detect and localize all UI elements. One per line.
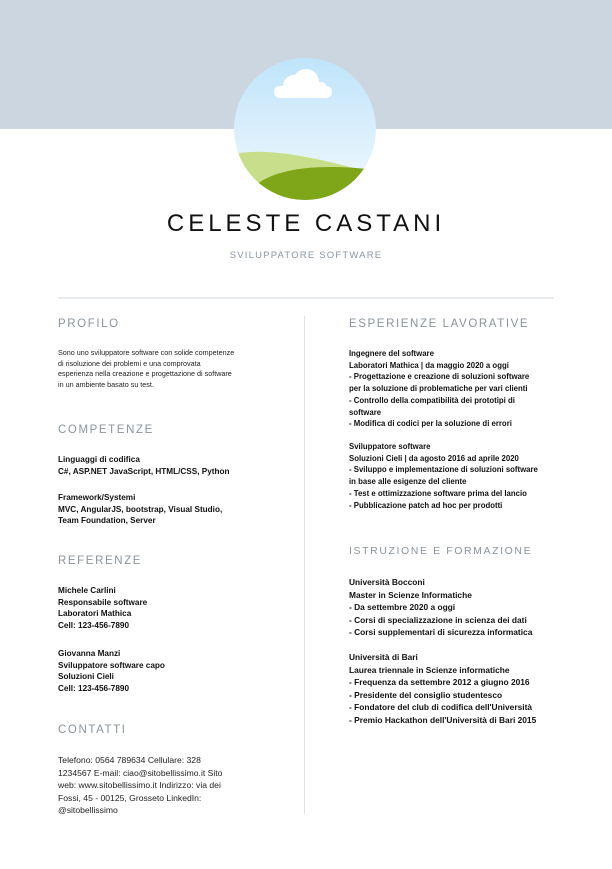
section-title-esperienze: ESPERIENZE LAVORATIVE <box>349 318 530 330</box>
profile-picture <box>234 58 376 200</box>
school-line: - Corsi supplementari di sicurezza informatica <box>349 627 533 638</box>
candidate-name: CELESTE CASTANI <box>166 210 446 237</box>
job-line: - Test e ottimizzazione software prima del lancio <box>349 488 527 498</box>
competenze-group <box>58 492 222 527</box>
section-title-profilo: PROFILO <box>58 318 120 330</box>
contatti-text <box>58 754 222 817</box>
job-entry <box>349 348 529 430</box>
contatti-line: @sitobellissimo <box>58 805 118 816</box>
reference-line: Michele Carlini <box>58 586 116 595</box>
competenze-line: C#, ASP.NET JavaScript, HTML/CSS, Python <box>58 466 230 476</box>
profilo-line: Sono uno sviluppatore software con solide competenze <box>58 348 235 357</box>
job-line: - Controllo della compatibilità dei prototipi di <box>349 395 515 405</box>
candidate-role: SVILUPPATORE SOFTWARE <box>229 250 383 261</box>
job-line: software <box>349 407 382 417</box>
reference-entry <box>58 585 147 631</box>
school-entry <box>349 576 532 639</box>
header-divider <box>58 297 554 299</box>
contatti-line: Telefono: 0564 789634 Cellulare: 328 <box>58 755 201 765</box>
competenze-group <box>58 454 230 477</box>
school-line: Master in Scienze Informatiche <box>349 589 472 600</box>
job-line: Soluzioni Cieli | da agosto 2016 ad aprile 2020 <box>349 453 519 463</box>
reference-entry <box>58 648 165 694</box>
competenze-line: Team Foundation, Server <box>58 516 156 526</box>
reference-line: Giovanna Manzi <box>58 649 121 658</box>
school-line: - Corsi di specializzazione in scienza dei dati <box>349 614 527 625</box>
school-line: - Premio Hackathon dell'Università di Bari 2015 <box>349 714 537 725</box>
profilo-line: di risoluzione dei problemi e una comprovata <box>58 358 201 368</box>
job-line: Ingegnere del software <box>349 349 434 358</box>
job-line: - Sviluppo e implementazione di soluzioni software <box>349 465 538 475</box>
section-title-contatti: CONTATTI <box>58 724 127 736</box>
school-line: - Fondatore del club di codifica dell'Università <box>349 702 533 713</box>
competenze-heading: Linguaggi di codifica <box>58 455 140 464</box>
school-line: Università Bocconi <box>349 577 425 587</box>
school-line: - Da settembre 2020 a oggi <box>349 602 456 613</box>
school-line: - Frequenza da settembre 2012 a giugno 2016 <box>349 677 530 688</box>
job-line: Laboratori Mathica | da maggio 2020 a oggi <box>349 360 509 370</box>
job-line: - Progettazione e creazione di soluzioni software <box>349 372 530 382</box>
job-line: - Modifica di codici per la soluzione di errori <box>349 419 512 429</box>
reference-line: Responsabile software <box>58 597 148 607</box>
school-line: Laurea triennale in Scienze informatiche <box>349 664 510 675</box>
reference-line: Cell: 123-456-7890 <box>58 683 130 693</box>
competenze-line: MVC, AngularJS, bootstrap, Visual Studio, <box>58 504 223 514</box>
competenze-heading: Framework/Systemi <box>58 493 136 502</box>
contatti-line: web: www.sitobellissimo.it Indirizzo: via dei <box>58 780 221 791</box>
reference-line: Laboratori Mathica <box>58 609 132 619</box>
reference-line: Sviluppatore software capo <box>58 660 165 670</box>
reference-line: Cell: 123-456-7890 <box>58 620 130 630</box>
job-line: in base alle esigenze del cliente <box>349 477 467 487</box>
contatti-line: Fossi, 45 - 00125, Grosseto LinkedIn: <box>58 792 202 803</box>
reference-line: Soluzioni Cieli <box>58 672 114 682</box>
contatti-line: 1234567 E-mail: ciao@sitobellissimo.it Sito <box>58 767 223 778</box>
job-line: Sviluppatore software <box>349 442 431 451</box>
profilo-line: esperienza nella creazione e progettazione di software <box>58 369 232 379</box>
school-entry <box>349 651 536 727</box>
job-entry <box>349 441 538 511</box>
profilo-line: in un ambiente basato su test. <box>58 379 154 389</box>
section-title-referenze: REFERENZE <box>58 555 143 567</box>
section-title-istruzione: ISTRUZIONE E FORMAZIONE <box>349 545 533 557</box>
school-line: - Presidente del consiglio studentesco <box>349 689 503 700</box>
job-line: - Pubblicazione patch ad hoc per prodotti <box>349 500 503 510</box>
job-line: per la soluzione di problematiche per vari clienti <box>349 384 528 394</box>
section-title-competenze: COMPETENZE <box>58 424 154 436</box>
column-divider <box>304 316 305 814</box>
school-line: Università di Bari <box>349 652 418 662</box>
profilo-text <box>58 348 234 390</box>
